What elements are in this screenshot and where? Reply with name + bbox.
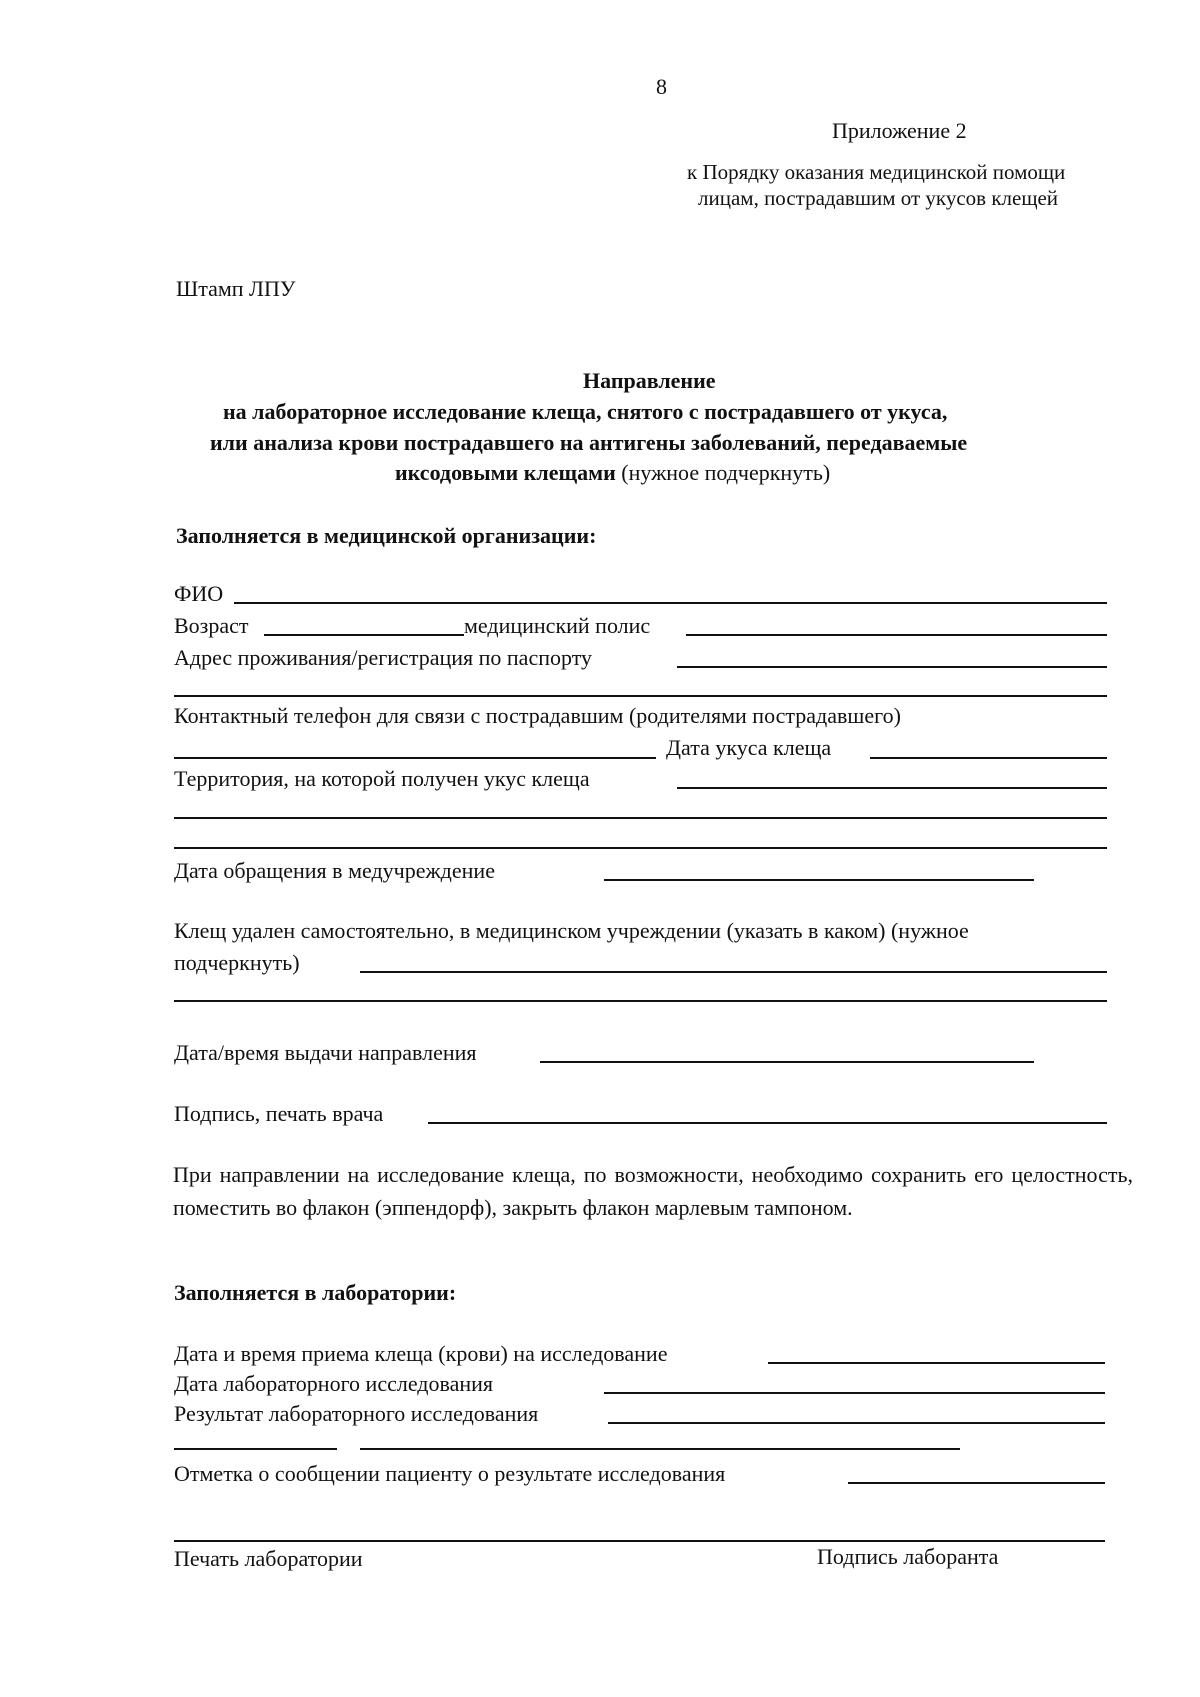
lab-date-label: Дата лабораторного исследования bbox=[174, 1371, 494, 1396]
issue-datetime-line[interactable] bbox=[540, 1061, 1034, 1063]
age-line[interactable] bbox=[264, 634, 464, 636]
lab-result-line-2a[interactable] bbox=[174, 1448, 337, 1450]
policy-line[interactable] bbox=[686, 634, 1107, 636]
territory-line[interactable] bbox=[677, 787, 1107, 789]
removed-line-2[interactable] bbox=[174, 1000, 1107, 1002]
lab-result-line[interactable] bbox=[608, 1422, 1105, 1424]
section-medical-heading: Заполняется в медицинской организации: bbox=[176, 523, 597, 548]
territory-line-3[interactable] bbox=[174, 847, 1107, 849]
removed-label-line1: Клещ удален самостоятельно, в медицинском учреждении (указать в каком) (нужное bbox=[174, 918, 969, 943]
lab-date-line[interactable] bbox=[604, 1392, 1105, 1394]
receipt-datetime-label: Дата и время приема клеща (крови) на исследование bbox=[174, 1341, 668, 1366]
bite-date-label: Дата укуса клеща bbox=[666, 735, 832, 760]
section-lab-heading: Заполняется в лаборатории: bbox=[174, 1280, 457, 1305]
document-title: Направление bbox=[583, 368, 716, 393]
subtitle-bold-part: иксодовыми клещами bbox=[395, 460, 616, 485]
lab-sign-label: Подпись лаборанта bbox=[817, 1544, 999, 1569]
address-line-2[interactable] bbox=[174, 695, 1107, 697]
tick-handling-note: При направлении на исследование клеща, по возможности, необходимо сохранить его целостность, поместить во флакон (эппендорф), закрыть флакон марлевым тампоном. bbox=[173, 1162, 1133, 1220]
lab-stamp-label: Печать лаборатории bbox=[174, 1546, 363, 1571]
subtitle-note: (нужное подчеркнуть) bbox=[621, 460, 831, 485]
territory-line-2[interactable] bbox=[174, 817, 1107, 819]
phone-label: Контактный телефон для связи с пострадавшим (родителями пострадавшего) bbox=[174, 703, 901, 728]
issue-datetime-label: Дата/время выдачи направления bbox=[174, 1040, 477, 1065]
policy-label: медицинский полис bbox=[464, 613, 651, 638]
order-ref-line2: лицам, пострадавшим от укусов клещей bbox=[698, 186, 1059, 210]
page-number: 8 bbox=[656, 74, 667, 99]
doctor-sign-line[interactable] bbox=[428, 1122, 1107, 1124]
order-ref-line1: к Порядку оказания медицинской помощи bbox=[687, 160, 1066, 184]
receipt-datetime-line[interactable] bbox=[768, 1362, 1105, 1364]
bite-date-line[interactable] bbox=[870, 757, 1107, 759]
signature-area-line bbox=[174, 1540, 1105, 1542]
fio-label: ФИО bbox=[174, 581, 224, 606]
fio-line[interactable] bbox=[234, 602, 1107, 604]
appendix-label: Приложение 2 bbox=[832, 118, 967, 143]
doctor-sign-label: Подпись, печать врача bbox=[174, 1101, 384, 1126]
stamp-label: Штамп ЛПУ bbox=[176, 276, 296, 301]
visit-date-line[interactable] bbox=[604, 879, 1034, 881]
removed-line[interactable] bbox=[360, 971, 1107, 973]
document-subtitle-line2: или анализа крови пострадавшего на антигены заболеваний, передаваемые bbox=[210, 430, 968, 455]
document-subtitle-line1: на лабораторное исследование клеща, снятого с пострадавшего от укуса, bbox=[223, 399, 948, 424]
visit-date-label: Дата обращения в медучреждение bbox=[174, 858, 495, 883]
address-line[interactable] bbox=[677, 666, 1107, 668]
lab-result-line-2b[interactable] bbox=[360, 1448, 960, 1450]
removed-label-line2: подчеркнуть) bbox=[174, 950, 300, 975]
phone-line[interactable] bbox=[174, 757, 656, 759]
document-subtitle-line3 bbox=[395, 462, 830, 484]
address-label: Адрес проживания/регистрация по паспорту bbox=[174, 645, 593, 670]
notify-patient-line[interactable] bbox=[848, 1482, 1105, 1484]
territory-label: Территория, на которой получен укус клеща bbox=[174, 766, 590, 791]
notify-patient-label: Отметка о сообщении пациенту о результате исследования bbox=[174, 1461, 726, 1486]
lab-result-label: Результат лабораторного исследования bbox=[174, 1401, 539, 1426]
age-label: Возраст bbox=[174, 613, 249, 638]
